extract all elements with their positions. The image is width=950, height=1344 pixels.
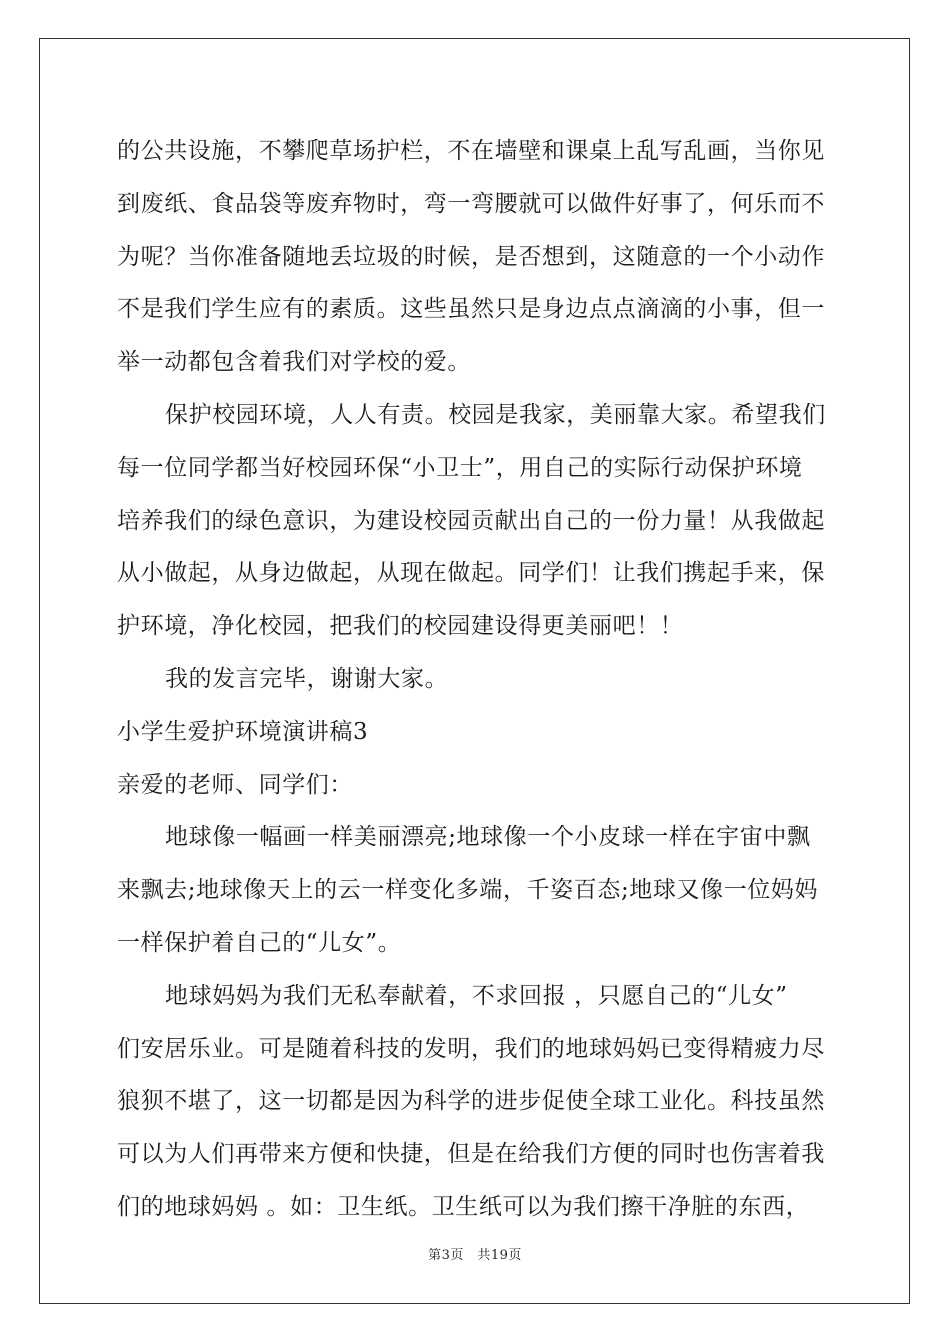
text-line: 培养我们的绿色意识，为建设校园贡献出自己的一份力量！从我做起 — [117, 507, 825, 534]
salutation: 亲爱的老师、同学们： — [117, 771, 353, 798]
text-line: 为呢？当你准备随地丢垃圾的时候，是否想到，这随意的一个小动作 — [117, 243, 825, 270]
text-line: 狼狈不堪了，这一切都是因为科学的进步促使全球工业化。科技虽然 — [117, 1088, 825, 1115]
text-line: 到废纸、食品袋等废弃物时，弯一弯腰就可以做件好事了，何乐而不 — [117, 190, 825, 217]
section-title: 小学生爱护环境演讲稿3 — [117, 718, 369, 745]
text-line: 每一位同学都当好校园环保“小卫士”，用自己的实际行动保护环境 — [117, 454, 803, 481]
paragraph-first-line: 保护校园环境，人人有责。校园是我家，美丽靠大家。希望我们 — [165, 401, 826, 428]
text-line: 从小做起，从身边做起，从现在做起。同学们！让我们携起手来，保 — [117, 560, 825, 587]
text-line: 一样保护着自己的“儿女”。 — [117, 929, 402, 956]
text-line: 可以为人们再带来方便和快捷，但是在给我们方便的同时也伤害着我 — [117, 1141, 825, 1168]
text-line: 们的地球妈妈 。如：卫生纸。卫生纸可以为我们擦干净脏的东西， — [117, 1193, 810, 1220]
page-number-footer: 第3页 共19页 — [428, 1248, 522, 1263]
text-line: 来飘去;地球像天上的云一样变化多端，千姿百态;地球又像一位妈妈 — [117, 877, 819, 904]
paragraph-first-line: 我的发言完毕，谢谢大家。 — [165, 665, 449, 692]
text-line: 不是我们学生应有的素质。这些虽然只是身边点点滴滴的小事，但一 — [117, 296, 825, 323]
text-line: 护环境，净化校园，把我们的校园建设得更美丽吧！！ — [117, 613, 684, 640]
text-line: 举一动都包含着我们对学校的爱。 — [117, 349, 471, 376]
paragraph-first-line: 地球像一幅画一样美丽漂亮;地球像一个小皮球一样在宇宙中飘 — [165, 824, 811, 851]
document-body — [117, 125, 837, 1234]
paragraph-first-line: 地球妈妈为我们无私奉献着，不求回报 ，只愿自己的“儿女” — [165, 982, 788, 1009]
text-line: 们安居乐业。可是随着科技的发明，我们的地球妈妈已变得精疲力尽 — [117, 1035, 825, 1062]
text-line: 的公共设施，不攀爬草场护栏，不在墙壁和课桌上乱写乱画，当你见 — [117, 138, 825, 164]
